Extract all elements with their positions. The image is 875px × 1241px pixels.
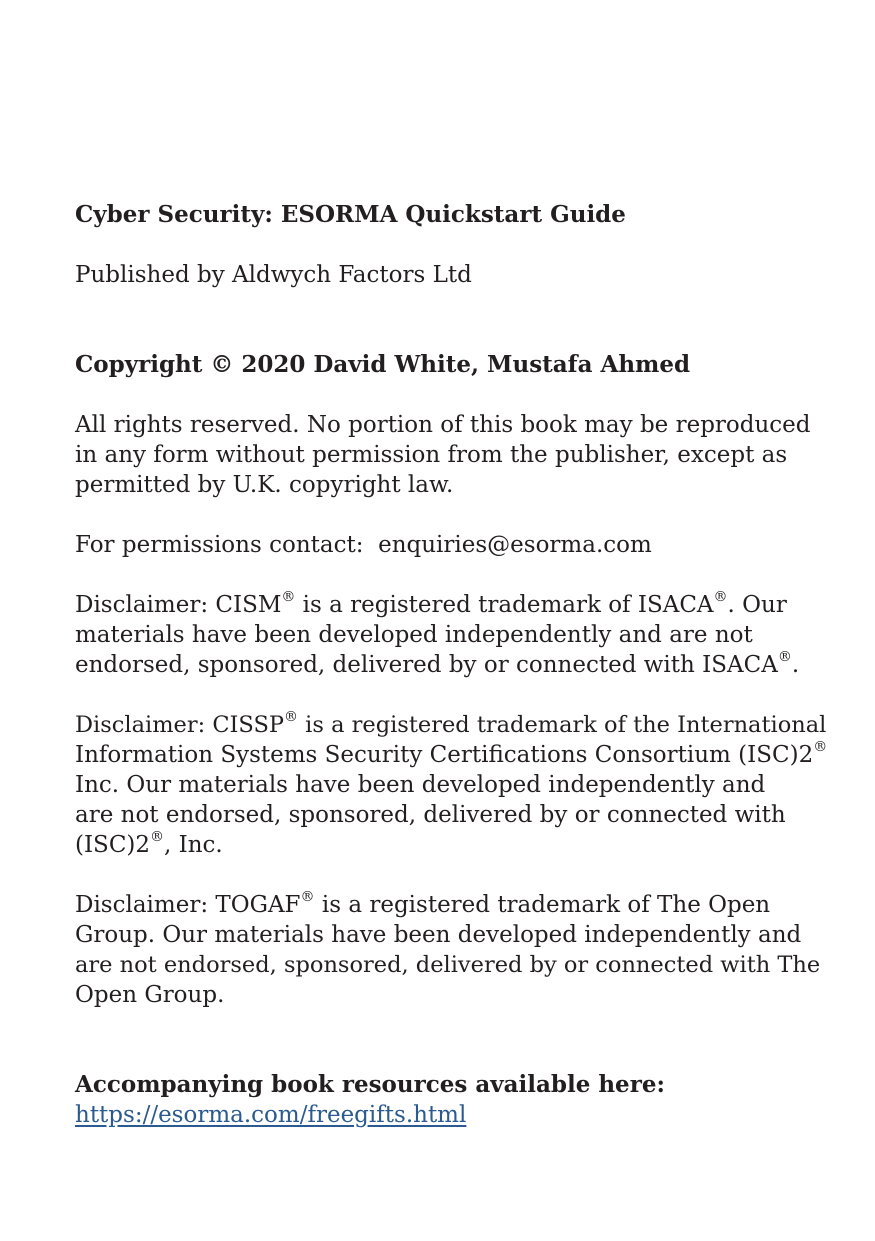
cism-text: . [791, 652, 800, 678]
togaf-disclaimer-line-3: are not endorsed, sponsored, delivered by or connected with The [75, 952, 821, 978]
cissp-disclaimer-line-3: Inc. Our materials have been developed independently and [75, 772, 766, 798]
cissp-disclaimer-line-2 [75, 740, 827, 770]
cism-text: is a registered trademark of ISACA [295, 592, 714, 618]
cissp-text: Disclaimer: CISSP [75, 712, 285, 738]
cism-disclaimer-line-1 [75, 590, 787, 620]
registered-mark: ® [813, 739, 828, 755]
cissp-disclaimer-line-1 [75, 710, 826, 740]
permissions-label: For permissions contact: [75, 532, 364, 558]
registered-mark: ® [281, 589, 296, 605]
togaf-disclaimer-line-1 [75, 890, 770, 920]
registered-mark: ® [284, 709, 299, 725]
cism-text: . Our [727, 592, 787, 618]
cism-text: endorsed, sponsored, delivered by or connected with ISACA [75, 652, 778, 678]
rights-line-3: permitted by U.K. copyright law. [75, 472, 454, 498]
cissp-text: , Inc. [164, 832, 223, 858]
permissions-email[interactable]: enquiries@esorma.com [378, 532, 652, 558]
togaf-text: Disclaimer: TOGAF [75, 892, 301, 918]
resources-label: Accompanying book resources available here: [75, 1071, 665, 1098]
togaf-text: is a registered trademark of The Open [314, 892, 771, 918]
cissp-text: is a registered trademark of the International [298, 712, 827, 738]
registered-mark: ® [777, 649, 792, 665]
cism-text: Disclaimer: CISM [75, 592, 282, 618]
copyright-line: Copyright © 2020 David White, Mustafa Ahmed [75, 351, 691, 378]
permissions-line [75, 530, 652, 560]
registered-mark: ® [150, 829, 165, 845]
togaf-disclaimer-line-4: Open Group. [75, 982, 225, 1008]
book-title: Cyber Security: ESORMA Quickstart Guide [75, 201, 626, 228]
cissp-disclaimer-line-4: are not endorsed, sponsored, delivered by or connected with [75, 802, 786, 828]
registered-mark: ® [300, 889, 315, 905]
cissp-text: Information Systems Security Certifications Consortium (ISC)2 [75, 742, 814, 768]
cissp-disclaimer-line-5 [75, 830, 223, 860]
resources-link-line [75, 1100, 466, 1130]
publisher-line: Published by Aldwych Factors Ltd [75, 262, 472, 288]
rights-line-2: in any form without permission from the publisher, except as [75, 442, 788, 468]
rights-line-1: All rights reserved. No portion of this book may be reproduced [75, 412, 811, 438]
cism-disclaimer-line-2: materials have been developed independently and are not [75, 622, 753, 648]
cism-disclaimer-line-3 [75, 650, 799, 680]
cissp-text: (ISC)2 [75, 832, 151, 858]
registered-mark: ® [713, 589, 728, 605]
togaf-disclaimer-line-2: Group. Our materials have been developed independently and [75, 922, 802, 948]
resources-link[interactable]: https://esorma.com/freegifts.html [75, 1102, 467, 1128]
